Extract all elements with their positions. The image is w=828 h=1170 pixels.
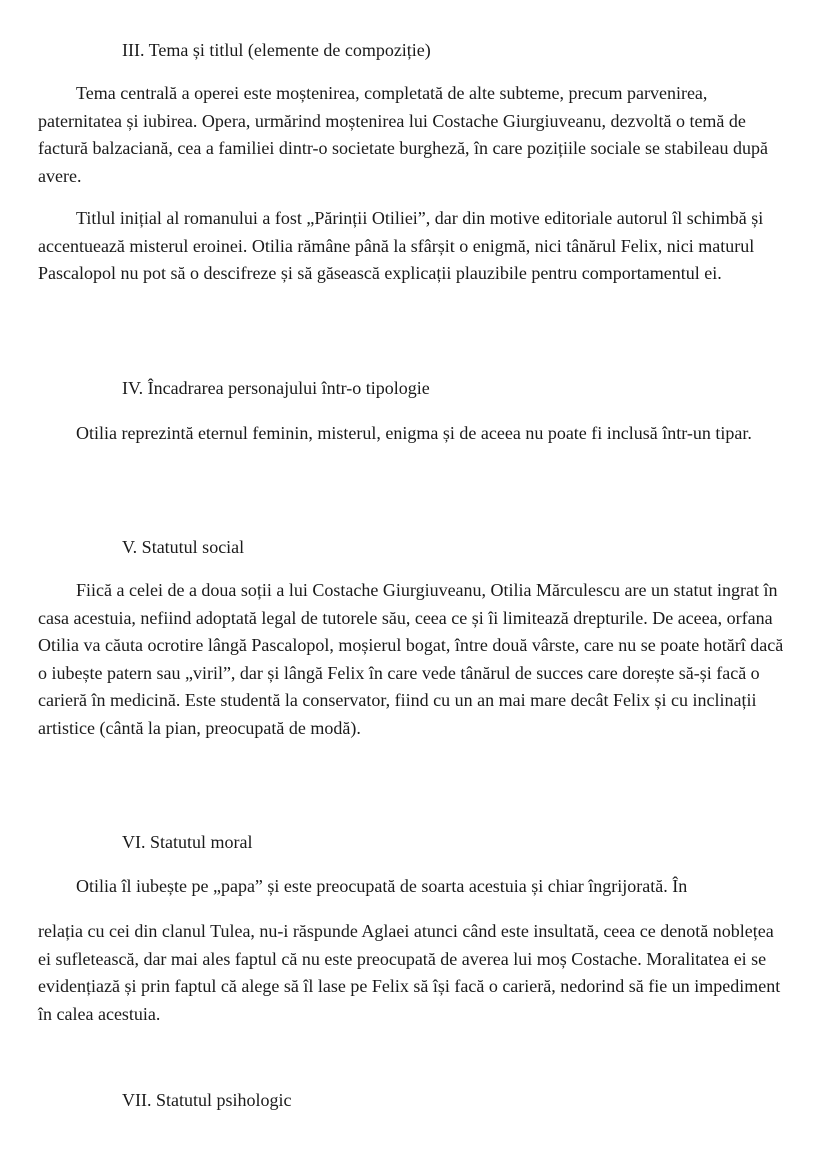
section-heading-tipologie: IV. Încadrarea personajului într-o tipologie bbox=[122, 378, 430, 398]
paragraph-statut-social: Fiică a celei de a doua soții a lui Costache Giurgiuveanu, Otilia Mărculescu are un statut ingrat în casa acestuia, nefiind adoptată legal de tutorele său, ceea ce și îi limitează drepturile. De aceea, orfana Otilia va căuta ocrotire lângă Pascalopol, moșierul bogat, între două vârste, care nu se poate hotărî dacă o iubește patern sau „viril”, dar și lângă Felix în care vede tânărul de succes care dorește să-și facă o carieră în medicină. Este studentă la conservator, fiind cu un an mai mare decât Felix și cu inclinații artistice (cântă la pian, preocupată de modă). bbox=[38, 580, 784, 738]
paragraph-statut-moral-2: relația cu cei din clanul Tulea, nu-i răspunde Aglaei atunci când este insultată, ceea ce denotă noblețea ei sufletească, dar mai ales faptul că nu este preocupată de averea lui moș Costache. Moralitatea ei se evidențiază și prin faptul că alege să îl lase pe Felix să își facă o carieră, nedorind să fie un impediment în calea acestuia. bbox=[38, 921, 781, 1024]
section-heading-statut-psihologic: VII. Statutul psihologic bbox=[122, 1090, 292, 1110]
paragraph-tipologie: Otilia reprezintă eternul feminin, misterul, enigma și de aceea nu poate fi inclusă într-un tipar. bbox=[76, 423, 752, 443]
paragraph-tema: Tema centrală a operei este moștenirea, completată de alte subteme, precum parvenirea, paternitatea și iubirea. Opera, urmărind moștenirea lui Costache Giurgiuveanu, dezvoltă o temă de factură balzaciană, cea a familiei dintr-o societate burgheză, în care pozițiile sociale se stabileau după avere. bbox=[38, 83, 768, 186]
paragraph-statut-moral-1: Otilia îl iubește pe „papa” și este preocupată de soarta acestuia și chiar îngrijorată. În bbox=[76, 876, 688, 896]
section-heading-statut-social: V. Statutul social bbox=[122, 537, 245, 557]
paragraph-titlu: Titlul inițial al romanului a fost „Părinții Otiliei”, dar din motive editoriale autorul îl schimbă și accentuează misterul eroinei. Otilia rămâne până la sfârșit o enigmă, nici tânărul Felix, nici maturul Pascalopol nu pot să o descifreze și să găsească explicații plauzibile pentru comportamentul ei. bbox=[38, 208, 764, 283]
section-heading-statut-moral: VI. Statutul moral bbox=[122, 832, 253, 852]
section-heading-tema: III. Tema și titlul (elemente de compoziție) bbox=[122, 40, 431, 60]
